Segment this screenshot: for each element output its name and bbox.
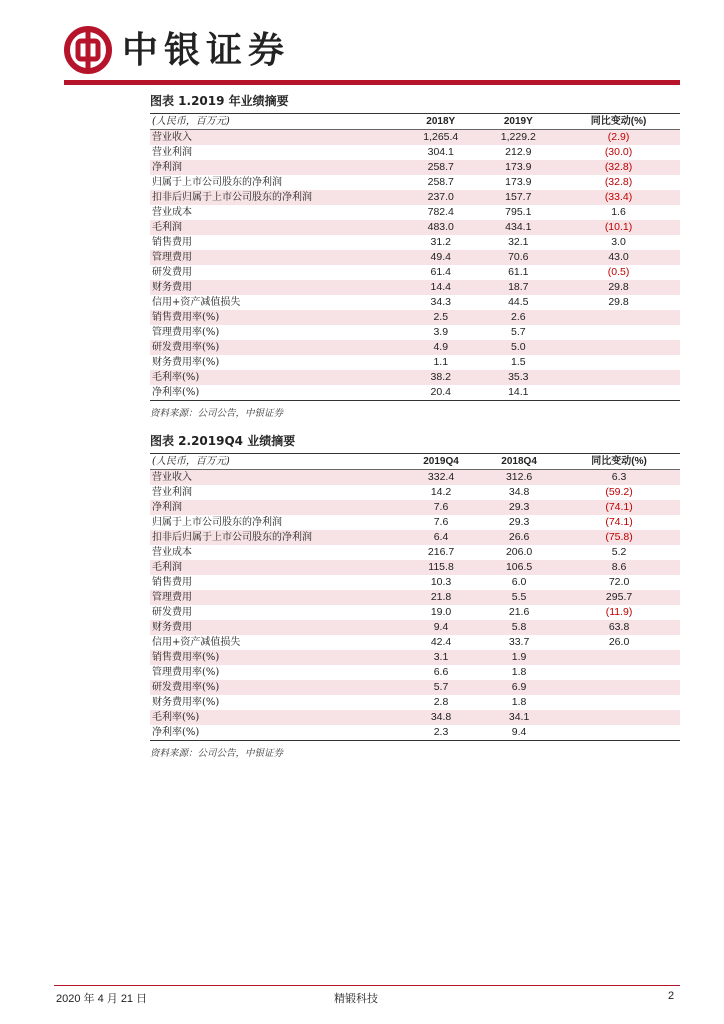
table2-title: 图表 2.2019Q4 业绩摘要 — [150, 432, 680, 454]
table-row — [150, 145, 680, 160]
table1-header-cell: 2019Y — [503, 116, 533, 127]
table-row — [150, 130, 680, 146]
table-cell: 1.9 — [511, 651, 527, 663]
table-row — [150, 560, 680, 575]
table-cell: 7.6 — [433, 501, 449, 513]
table-row — [150, 190, 680, 205]
table-cell: (0.5) — [607, 266, 630, 278]
row-label: 销售费用率(%) — [152, 312, 220, 323]
table-cell — [558, 725, 680, 741]
table-cell — [558, 680, 680, 695]
table-cell: 1,265.4 — [423, 131, 459, 143]
row-label: 管理费用 — [152, 592, 192, 603]
table-cell: 2.6 — [510, 311, 526, 323]
table-cell: 10.3 — [430, 576, 452, 588]
table-row — [150, 355, 680, 370]
table-cell: 70.6 — [508, 251, 529, 263]
row-label: 财务费用 — [152, 282, 192, 293]
table-cell: (33.4) — [604, 191, 633, 203]
table-cell — [557, 325, 680, 340]
table-cell: (2.9) — [607, 131, 630, 143]
table-cell: 3.9 — [433, 326, 449, 338]
row-label: 营业成本 — [152, 547, 192, 558]
table-row — [150, 265, 680, 280]
table-cell: 7.6 — [433, 516, 449, 528]
table1-source: 资料来源：公司公告，中银证券 — [150, 408, 284, 419]
table-cell — [557, 355, 680, 370]
table-cell: 43.0 — [608, 251, 629, 263]
table-cell: 106.5 — [505, 561, 533, 573]
table-cell — [558, 695, 680, 710]
table-cell: 6.9 — [511, 681, 527, 693]
table-row — [150, 605, 680, 620]
table-cell — [558, 650, 680, 665]
table-row — [150, 280, 680, 295]
table-cell: 63.8 — [608, 621, 630, 633]
row-label: 管理费用率(%) — [152, 327, 220, 338]
table-cell: 5.0 — [510, 341, 526, 353]
table2-section — [150, 432, 680, 759]
table-row — [150, 500, 680, 515]
table-cell: 21.6 — [508, 606, 530, 618]
table-cell: 34.1 — [508, 711, 530, 723]
table-cell: 2.8 — [433, 696, 449, 708]
table-cell: 5.5 — [511, 591, 527, 603]
brand-logo-group — [64, 26, 290, 74]
table-cell: 8.6 — [611, 561, 627, 573]
table-row — [150, 695, 680, 710]
table-row — [150, 205, 680, 220]
table-cell: 1.1 — [433, 356, 449, 368]
table-cell: (32.8) — [604, 176, 633, 188]
table-cell: 14.1 — [508, 386, 529, 398]
table-cell: 72.0 — [608, 576, 630, 588]
table-cell: 5.7 — [510, 326, 526, 338]
table-row — [150, 725, 680, 741]
row-label: 净利率(%) — [152, 727, 200, 738]
table-cell: 2.5 — [433, 311, 449, 323]
table-row — [150, 530, 680, 545]
table2-source: 资料来源：公司公告，中银证券 — [150, 748, 284, 759]
table2-body — [150, 470, 680, 741]
table-row — [150, 620, 680, 635]
row-label: 研发费用率(%) — [152, 682, 220, 693]
row-label: 管理费用率(%) — [152, 667, 220, 678]
table1-header-cell: (人民币，百万元) — [152, 116, 230, 127]
table1-header-cell: 同比变动(%) — [590, 116, 647, 127]
table-cell: 258.7 — [427, 176, 454, 188]
table-cell: 61.4 — [430, 266, 451, 278]
row-label: 归属于上市公司股东的净利润 — [152, 517, 282, 528]
table-cell: 1.8 — [511, 666, 527, 678]
row-label: 归属于上市公司股东的净利润 — [152, 177, 282, 188]
table-row — [150, 590, 680, 605]
table-row — [150, 235, 680, 250]
row-label: 管理费用 — [152, 252, 192, 263]
table-row — [150, 250, 680, 265]
row-label: 研发费用 — [152, 607, 192, 618]
table-cell: 9.4 — [511, 726, 527, 738]
table2-header-cell: 同比变动(%) — [591, 456, 647, 467]
table-row — [150, 710, 680, 725]
table-row — [150, 575, 680, 590]
row-label: 扣非后归属于上市公司股东的净利润 — [152, 192, 312, 203]
table-cell: 157.7 — [505, 191, 532, 203]
row-label: 毛利率(%) — [152, 372, 200, 383]
table-cell — [557, 370, 680, 385]
table-cell: (32.8) — [604, 161, 633, 173]
row-label: 财务费用率(%) — [152, 697, 220, 708]
table-cell: (30.0) — [604, 146, 633, 158]
table-cell: 5.7 — [433, 681, 449, 693]
table-row — [150, 175, 680, 190]
table-cell — [558, 665, 680, 680]
table-cell: 216.7 — [427, 546, 455, 558]
row-label: 营业利润 — [152, 147, 192, 158]
table-cell: 1.6 — [611, 206, 626, 218]
row-label: 营业利润 — [152, 487, 192, 498]
table-cell: 34.3 — [430, 296, 451, 308]
table-cell: (74.1) — [605, 501, 633, 513]
table-row — [150, 680, 680, 695]
table-cell: (74.1) — [605, 516, 633, 528]
table-cell: 212.9 — [505, 146, 532, 158]
table-cell — [557, 385, 680, 401]
page-header — [0, 0, 724, 90]
table-cell: 6.4 — [433, 531, 449, 543]
table-row — [150, 310, 680, 325]
table-cell: 173.9 — [505, 176, 532, 188]
table1-section — [150, 92, 680, 419]
footer-rule — [54, 985, 680, 986]
table-row — [150, 545, 680, 560]
row-label: 净利润 — [152, 502, 182, 513]
table2-header-cell: 2019Q4 — [423, 456, 459, 467]
table-cell: 32.1 — [508, 236, 529, 248]
table-cell: 206.0 — [505, 546, 533, 558]
table-cell: 304.1 — [427, 146, 454, 158]
table-cell: 795.1 — [505, 206, 532, 218]
table-cell: (10.1) — [604, 221, 633, 233]
table-cell: 61.1 — [508, 266, 529, 278]
table-cell: 115.8 — [428, 561, 454, 573]
row-label: 毛利率(%) — [152, 712, 200, 723]
table-cell: 21.8 — [430, 591, 452, 603]
footer-date: 2020 年 4 月 21 日 — [56, 993, 148, 1005]
table2-header-row — [150, 454, 680, 470]
table-cell: 34.8 — [430, 711, 452, 723]
table-cell: 1.8 — [511, 696, 527, 708]
table-cell: 44.5 — [508, 296, 529, 308]
table-cell: 1,229.2 — [500, 131, 536, 143]
table-cell — [557, 310, 680, 325]
row-label: 销售费用 — [152, 577, 192, 588]
row-label: 研发费用 — [152, 267, 192, 278]
table-cell: 6.0 — [511, 576, 527, 588]
table-cell: 26.6 — [508, 531, 530, 543]
table-cell: 1.5 — [510, 356, 526, 368]
table-cell: (59.2) — [605, 486, 633, 498]
table-row — [150, 650, 680, 665]
table-row — [150, 295, 680, 310]
table1-header-row — [150, 114, 680, 130]
table-cell: 3.0 — [611, 236, 626, 248]
table-row — [150, 220, 680, 235]
footer-company: 精锻科技 — [334, 992, 378, 1005]
table-cell: 782.4 — [427, 206, 454, 218]
table-cell: 3.1 — [433, 651, 449, 663]
table-cell: 434.1 — [505, 221, 532, 233]
table-cell: 19.0 — [430, 606, 452, 618]
page-number: 2 — [668, 990, 675, 1002]
table-cell: 258.7 — [427, 161, 454, 173]
table-row — [150, 370, 680, 385]
table-cell: 34.8 — [508, 486, 530, 498]
table-cell: 14.4 — [430, 281, 451, 293]
table-cell: 5.2 — [611, 546, 627, 558]
row-label: 毛利润 — [152, 222, 182, 233]
table1-header-cell: 2018Y — [426, 116, 456, 127]
bank-of-china-logo-icon — [64, 26, 112, 74]
row-label: 信用+资产减值损失 — [152, 297, 241, 308]
table-cell: 35.3 — [508, 371, 529, 383]
row-label: 财务费用 — [152, 622, 192, 633]
table-cell: 312.6 — [505, 471, 533, 483]
row-label: 销售费用 — [152, 237, 192, 248]
table-cell: 20.4 — [430, 386, 451, 398]
row-label: 营业收入 — [152, 472, 192, 483]
table-cell: 5.8 — [511, 621, 527, 633]
table-row — [150, 665, 680, 680]
row-label: 信用+资产减值损失 — [152, 637, 241, 648]
table-cell: 26.0 — [608, 636, 630, 648]
table-row — [150, 340, 680, 355]
table-cell: 14.2 — [430, 486, 452, 498]
table2 — [150, 454, 680, 741]
table-cell: 29.8 — [608, 281, 629, 293]
row-label: 净利润 — [152, 162, 182, 173]
table-cell: 29.8 — [608, 296, 629, 308]
table-cell: 237.0 — [427, 191, 454, 203]
row-label: 营业成本 — [152, 207, 192, 218]
table-cell: 42.4 — [430, 636, 452, 648]
table-cell: 31.2 — [430, 236, 451, 248]
row-label: 财务费用率(%) — [152, 357, 220, 368]
row-label: 销售费用率(%) — [152, 652, 220, 663]
table-row — [150, 635, 680, 650]
table1 — [150, 114, 680, 401]
table-cell — [558, 710, 680, 725]
row-label: 净利率(%) — [152, 387, 200, 398]
row-label: 毛利润 — [152, 562, 182, 573]
table-cell: 173.9 — [505, 161, 532, 173]
table-row — [150, 485, 680, 500]
table-cell: (75.8) — [605, 531, 633, 543]
table-cell: 9.4 — [433, 621, 449, 633]
table-cell — [557, 340, 680, 355]
table-cell: 4.9 — [433, 341, 449, 353]
table-cell: 483.0 — [427, 221, 454, 233]
table1-title: 图表 1.2019 年业绩摘要 — [150, 92, 680, 114]
row-label: 研发费用率(%) — [152, 342, 220, 353]
brand-name: 中银证券 — [122, 29, 291, 71]
table1-body — [150, 130, 680, 401]
table-row — [150, 515, 680, 530]
table-row — [150, 385, 680, 401]
table-cell: 33.7 — [508, 636, 530, 648]
table-row — [150, 325, 680, 340]
table-cell: 6.6 — [433, 666, 449, 678]
table-cell: 6.3 — [611, 471, 627, 483]
table-cell: 295.7 — [605, 591, 633, 603]
table-cell: 332.4 — [427, 471, 455, 483]
table2-header-cell: (人民币，百万元) — [152, 456, 230, 467]
table-cell: 29.3 — [508, 516, 530, 528]
row-label: 扣非后归属于上市公司股东的净利润 — [152, 532, 312, 543]
table-cell: 29.3 — [508, 501, 530, 513]
header-rule — [64, 80, 680, 85]
table-cell: 49.4 — [430, 251, 451, 263]
table-cell: 18.7 — [508, 281, 529, 293]
table2-header-cell: 2018Q4 — [501, 456, 537, 467]
table-cell: 2.3 — [433, 726, 449, 738]
table-row — [150, 160, 680, 175]
table-cell: (11.9) — [605, 606, 633, 618]
table-row — [150, 470, 680, 486]
table-cell: 38.2 — [430, 371, 451, 383]
row-label: 营业收入 — [152, 132, 192, 143]
